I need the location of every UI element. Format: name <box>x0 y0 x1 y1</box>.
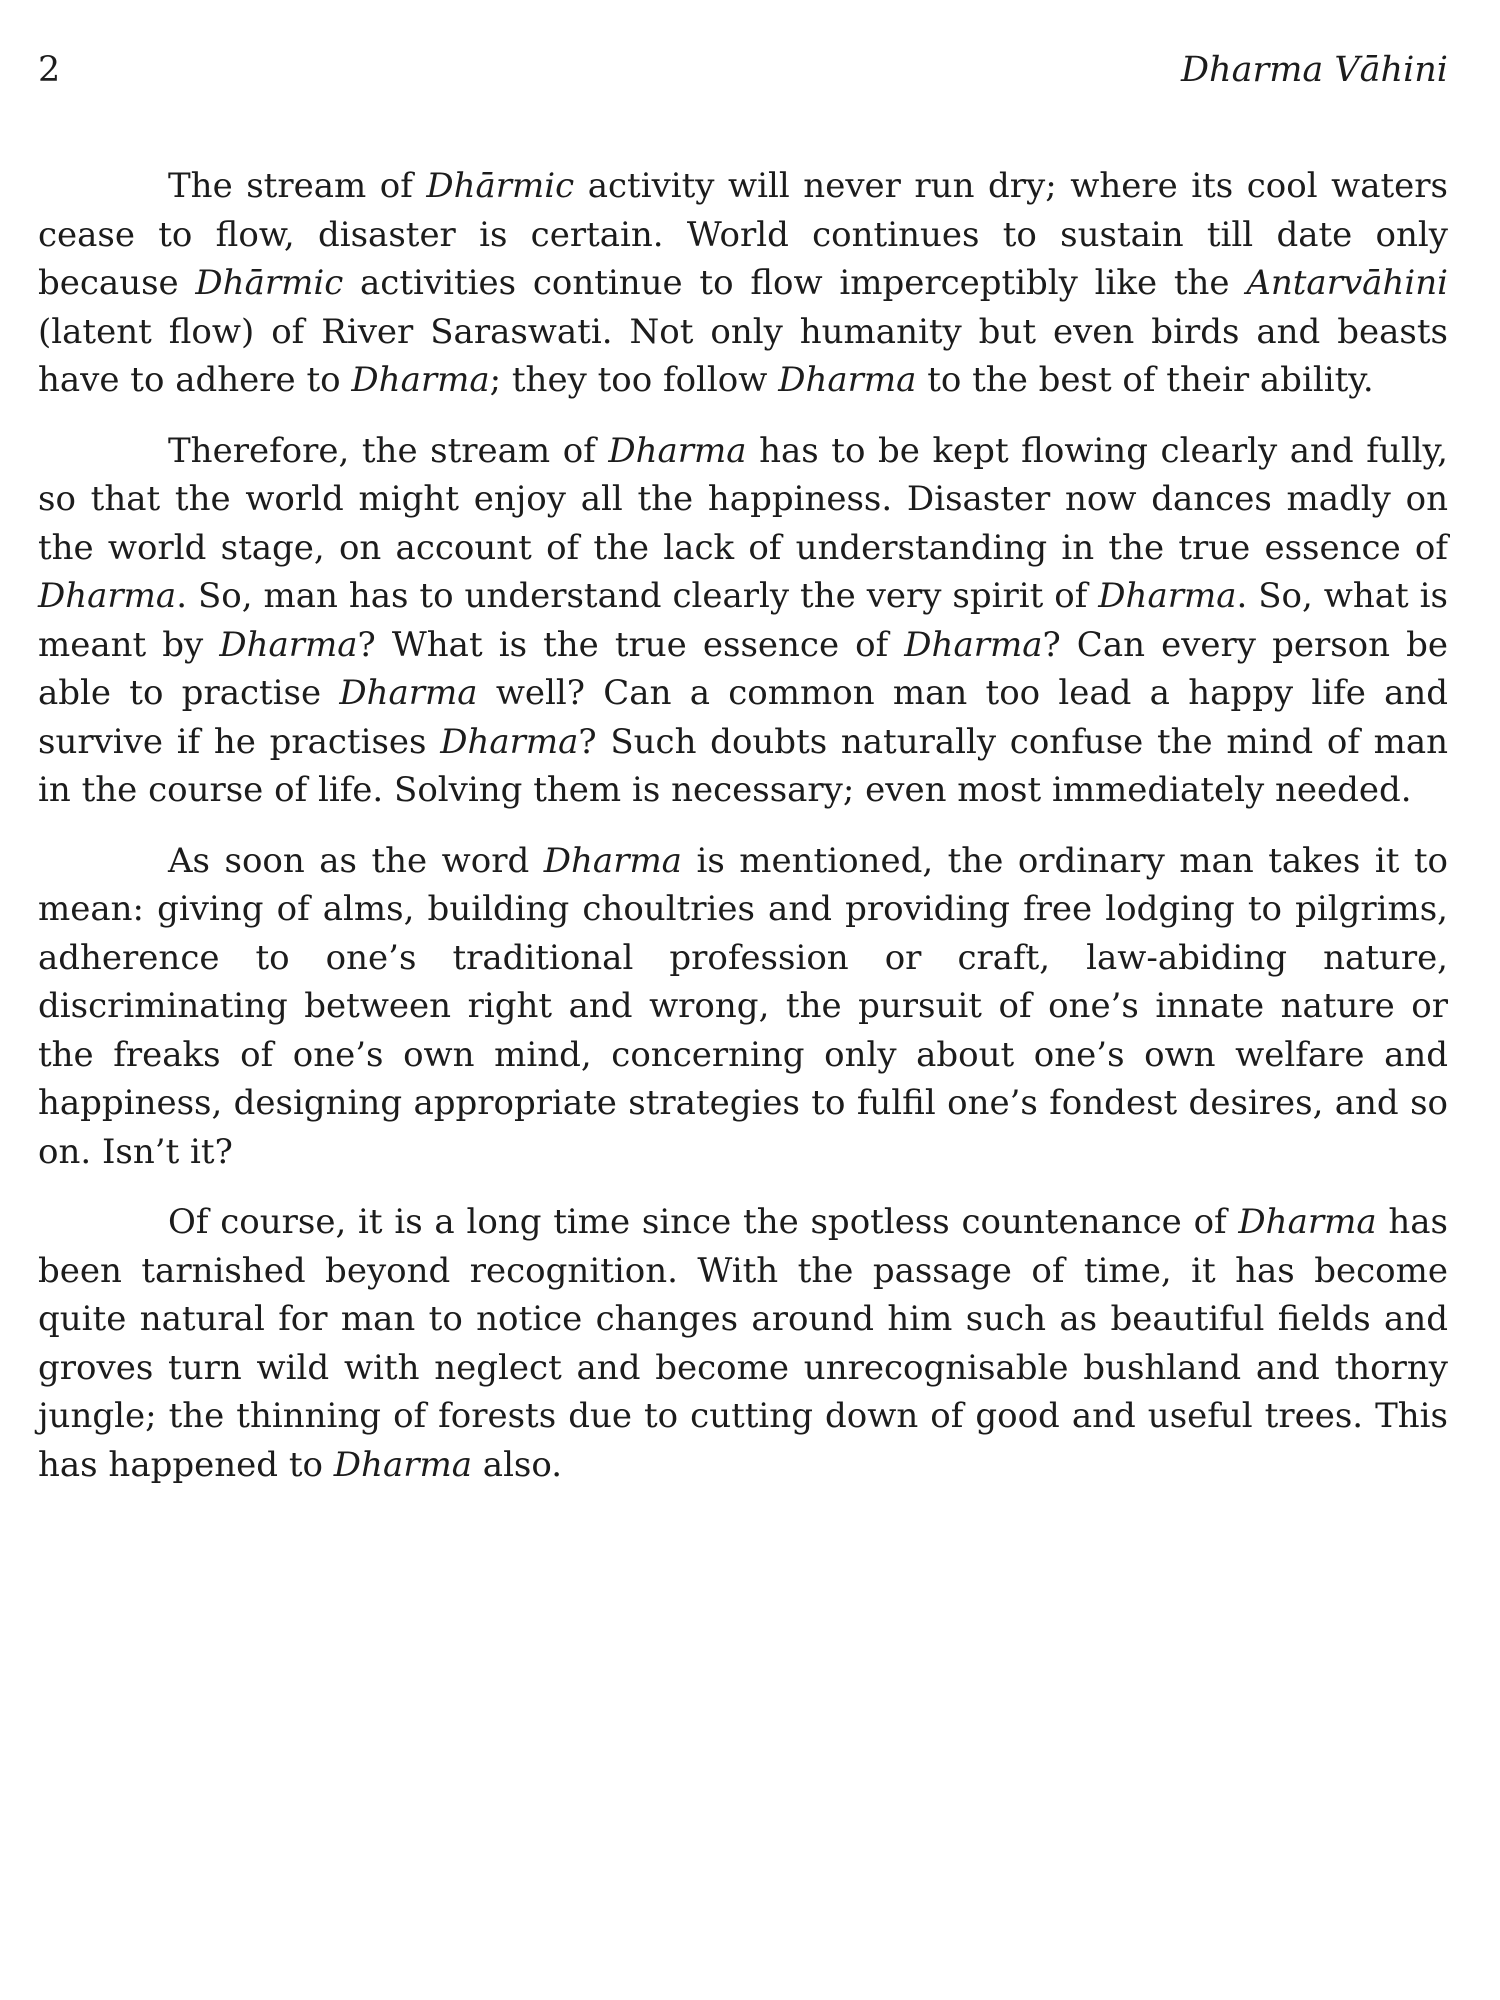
text-run: has to be kept flowing clearly and fully, so that the world might enjoy all the happiness. Disaster now dances madly on the world stage, on account of the lack of understanding in the true essence of <box>38 430 1448 568</box>
page-body <box>38 162 1448 1489</box>
text-run: activities continue to flow imperceptibly like the <box>343 263 1247 303</box>
paragraph-1 <box>38 162 1448 405</box>
paragraph-2 <box>38 427 1448 815</box>
book-page <box>38 40 1448 1960</box>
text-run: ? What is the true essence of <box>357 624 905 665</box>
italic-term: Dharma <box>38 576 177 616</box>
page-number: 2 <box>38 50 61 90</box>
running-head: Dharma Vāhini <box>1181 50 1448 90</box>
text-run: activity will never run dry; where its cool waters cease to flow, disaster is certain. World continues to sustain till date only because <box>38 166 1448 303</box>
italic-term: Dharma <box>608 430 747 471</box>
text-run: is mentioned, the ordinary man takes it to mean: giving of alms, building choultries and providing free lodging to pilgrims, adherence to one’s traditional profession or craft, law-abiding nature, discriminating between right and wrong, the pursuit of one’s innate nature or the freaks of one’s own mind, concerning only about one’s own welfare and happiness, designing appropriate strategies to fulfil one’s fondest desires, and so on. Isn’t it? <box>38 840 1448 1172</box>
italic-term: Antarvāhini <box>1246 263 1448 303</box>
text-run: has been tarnished beyond recognition. With the passage of time, it has become quite natural for man to notice changes around him such as beautiful fields and groves turn wild with neglect and become unrecognisable bushland and thorny jungle; the thinning of forests due to cutting down of good and useful trees. This has happened to <box>38 1202 1448 1485</box>
page-header <box>38 40 1448 106</box>
text-run: (latent flow) of River Saraswati. Not only humanity but even birds and beasts have to adhere to <box>38 311 1448 400</box>
text-run: The stream of <box>168 166 427 206</box>
text-run: ? Can every person be able to practise <box>38 624 1448 713</box>
text-run: . So, what is meant by <box>38 576 1448 665</box>
text-run: ; they too follow <box>489 360 779 400</box>
paragraph-3 <box>38 837 1448 1177</box>
italic-term: Dhārmic <box>195 263 344 303</box>
text-run: . So, man has to understand clearly the very spirit of <box>176 576 1099 616</box>
text-run: to the best of their ability. <box>916 360 1374 400</box>
italic-term: Dharma <box>1238 1202 1377 1242</box>
text-run: well? Can a common man too lead a happy life and survive if he practises <box>38 673 1449 762</box>
italic-term: Dharma <box>778 360 917 400</box>
text-run: Of course, it is a long time since the spotless countenance of <box>168 1202 1239 1242</box>
italic-term: Dharma <box>219 624 358 665</box>
italic-term: Dharma <box>333 1444 472 1485</box>
italic-term: Dhārmic <box>426 166 575 206</box>
italic-term: Dharma <box>1098 576 1237 616</box>
italic-term: Dharma <box>904 624 1043 665</box>
italic-term: Dharma <box>543 840 682 881</box>
italic-term: Dharma <box>351 360 490 400</box>
text-run: Therefore, the stream of <box>168 430 609 471</box>
text-run: also. <box>471 1444 563 1485</box>
italic-term: Dharma <box>339 673 478 713</box>
paragraph-4 <box>38 1198 1448 1489</box>
italic-term: Dharma <box>440 721 579 762</box>
text-run: As soon as the word <box>168 840 544 881</box>
text-run: ? Such doubts naturally confuse the mind of man in the course of life. Solving them is necessary; even most immediately needed. <box>38 721 1448 810</box>
